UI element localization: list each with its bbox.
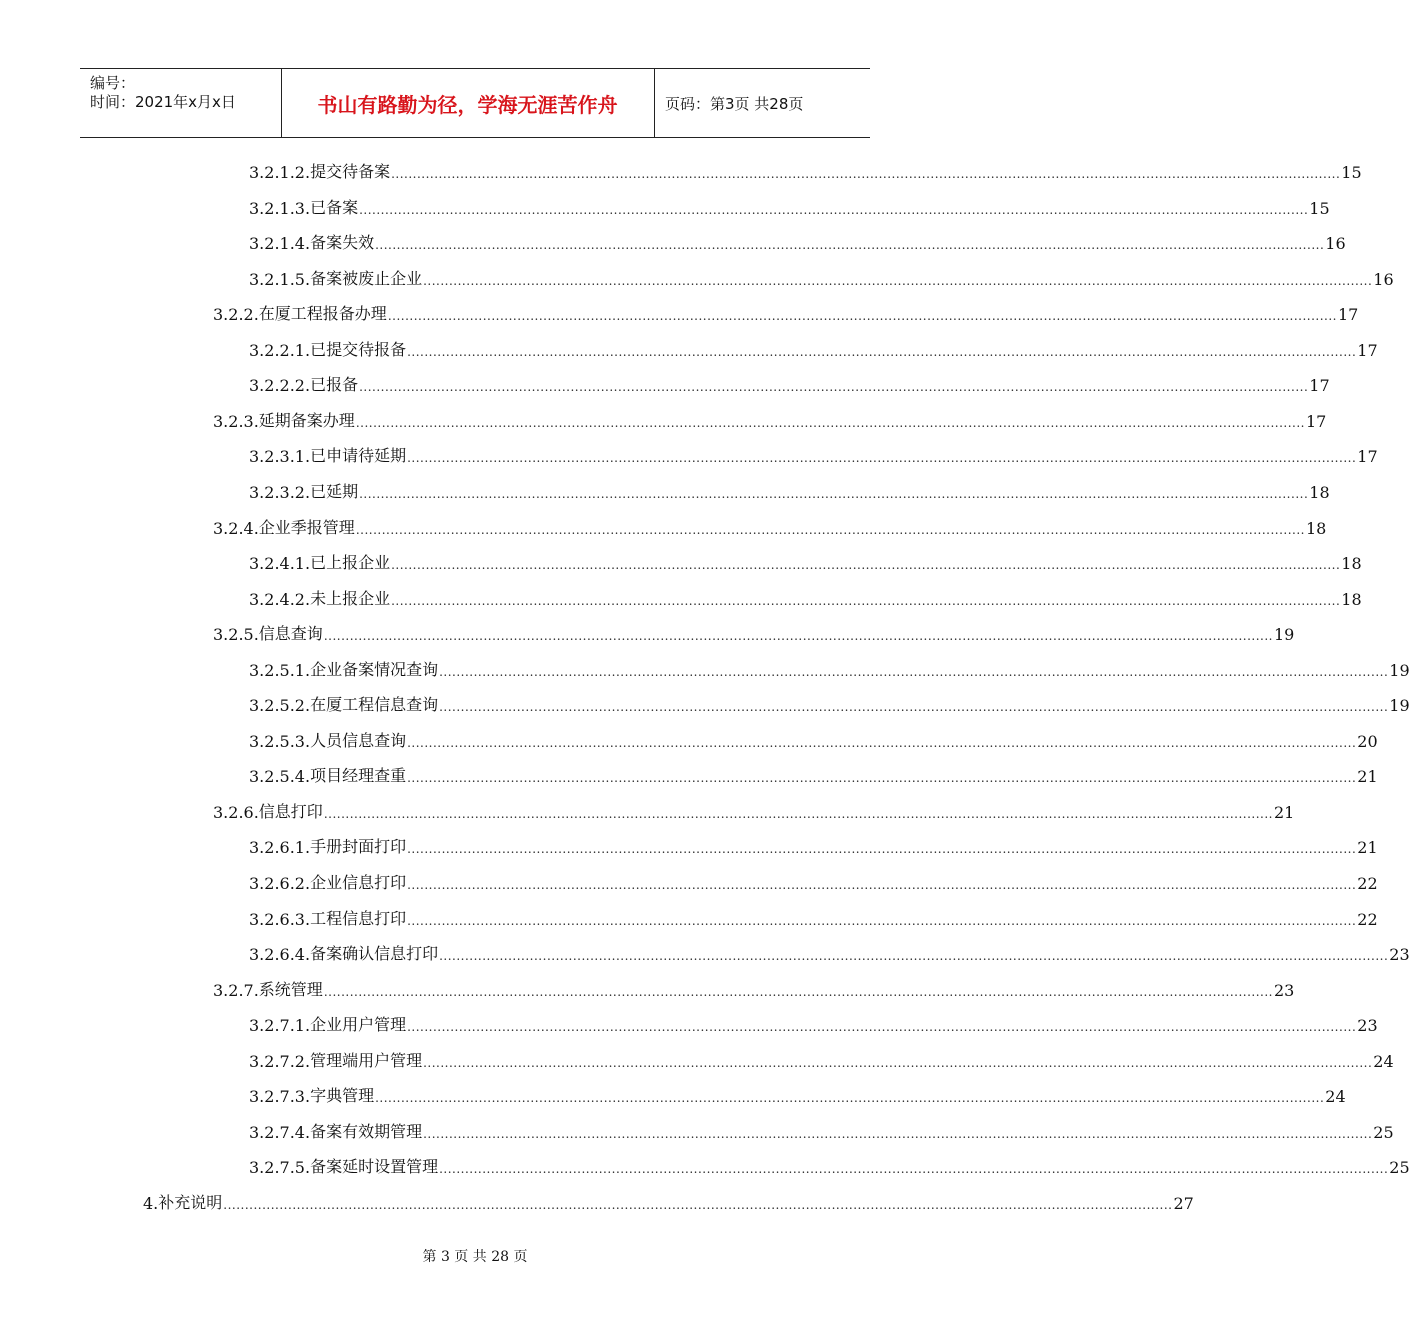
toc-entry-title: 人员信息查询 bbox=[310, 730, 407, 750]
toc-dot-leader: ............................................................................................................................................................................................................................ bbox=[391, 558, 1341, 573]
toc-dot-leader: ............................................................................................................................................................................................................................ bbox=[407, 344, 1357, 359]
toc-entry-page: 17 bbox=[1338, 305, 1359, 325]
toc-entry-page: 17 bbox=[1309, 376, 1330, 396]
toc-entry-page: 18 bbox=[1309, 482, 1330, 502]
toc-entry-number: 3.2.5.1. bbox=[249, 660, 311, 680]
toc-entry-title: 备案失效 bbox=[310, 233, 375, 253]
toc-dot-leader: ............................................................................................................................................................................................................................ bbox=[407, 735, 1357, 750]
toc-entry-title: 提交待备案 bbox=[310, 162, 391, 181]
toc-dot-leader: ............................................................................................................................................................................................................................ bbox=[407, 878, 1357, 892]
header-motto-cell bbox=[281, 69, 655, 137]
toc-dot-leader: ............................................................................................................................................................................................................................ bbox=[423, 1055, 1373, 1070]
toc-entry-page: 18 bbox=[1306, 518, 1327, 538]
toc-entry[interactable] bbox=[213, 409, 1327, 431]
toc-dot-leader: ............................................................................................................................................................................................................................ bbox=[439, 700, 1389, 715]
toc-entry-number: 3.2.5.4. bbox=[249, 767, 311, 787]
toc-dot-leader: ............................................................................................................................................................................................................................ bbox=[407, 1020, 1357, 1035]
toc-dot-leader: ............................................................................................................................................................................................................................ bbox=[407, 842, 1357, 857]
toc-entry[interactable] bbox=[249, 338, 1378, 360]
time-label: 时间：2021年x月x日 bbox=[90, 93, 236, 111]
toc-entry-title: 企业用户管理 bbox=[310, 1015, 407, 1035]
toc-dot-leader: ............................................................................................................................................................................................................................ bbox=[423, 273, 1373, 288]
toc-dot-leader: ............................................................................................................................................................................................................................ bbox=[323, 629, 1273, 644]
toc-entry[interactable] bbox=[249, 587, 1362, 609]
toc-entry[interactable] bbox=[249, 267, 1394, 289]
toc-entry-title: 备案有效期管理 bbox=[310, 1121, 423, 1141]
header-meta-cell bbox=[80, 69, 282, 137]
toc-entry[interactable] bbox=[249, 373, 1330, 396]
toc-entry-number: 3.2.1.4. bbox=[249, 234, 311, 254]
toc-dot-leader: ............................................................................................................................................................................................................................ bbox=[391, 167, 1341, 181]
toc-entry[interactable] bbox=[213, 302, 1359, 325]
page-footer: 第 3 页 共 28 页 bbox=[422, 1249, 528, 1265]
toc-entry-page: 17 bbox=[1357, 340, 1378, 360]
toc-entry[interactable] bbox=[249, 835, 1378, 858]
toc-entry[interactable] bbox=[249, 693, 1410, 716]
toc-entry-title: 未上报企业 bbox=[310, 588, 391, 608]
toc-entry-number: 3.2.6.1. bbox=[249, 838, 311, 858]
toc-dot-leader: ............................................................................................................................................................................................................................ bbox=[407, 451, 1357, 466]
toc-entry-title: 信息打印 bbox=[258, 801, 323, 821]
toc-entry[interactable] bbox=[249, 1084, 1346, 1107]
toc-entry-page: 16 bbox=[1373, 269, 1394, 289]
toc-dot-leader: ............................................................................................................................................................................................................................ bbox=[323, 984, 1273, 999]
toc-entry-page: 15 bbox=[1341, 163, 1362, 182]
toc-entry-title: 字典管理 bbox=[310, 1086, 375, 1106]
toc-entry-page: 17 bbox=[1306, 411, 1327, 431]
toc-entry[interactable] bbox=[249, 1155, 1410, 1178]
toc-entry[interactable] bbox=[249, 658, 1410, 680]
toc-dot-leader: ............................................................................................................................................................................................................................ bbox=[323, 806, 1273, 821]
toc-entry-title: 备案确认信息打印 bbox=[310, 944, 439, 964]
toc-entry-number: 3.2.2.2. bbox=[249, 376, 311, 396]
toc-entry-title: 手册封面打印 bbox=[310, 837, 407, 857]
toc-entry-number: 3.2.6.4. bbox=[249, 945, 311, 965]
toc-dot-leader: ............................................................................................................................................................................................................................ bbox=[359, 380, 1309, 395]
toc-entry-page: 21 bbox=[1357, 767, 1378, 787]
toc-entry-title: 管理端用户管理 bbox=[310, 1050, 423, 1070]
toc-entry[interactable] bbox=[249, 551, 1362, 574]
toc-entry[interactable] bbox=[249, 196, 1330, 218]
toc-entry[interactable] bbox=[249, 871, 1378, 893]
toc-entry[interactable] bbox=[249, 764, 1378, 787]
toc-dot-leader: ............................................................................................................................................................................................................................ bbox=[391, 593, 1341, 608]
toc-entry-number: 4. bbox=[143, 1193, 159, 1213]
toc-entry-page: 27 bbox=[1173, 1193, 1194, 1213]
toc-entry-page: 25 bbox=[1373, 1122, 1394, 1142]
toc-entry-title: 已备案 bbox=[310, 197, 359, 217]
toc-entry-title: 已提交待报备 bbox=[310, 339, 407, 359]
toc-dot-leader: ............................................................................................................................................................................................................................ bbox=[407, 771, 1357, 786]
toc-entry-page: 22 bbox=[1357, 874, 1378, 893]
toc-dot-leader: ............................................................................................................................................................................................................................ bbox=[439, 664, 1389, 679]
toc-dot-leader: ............................................................................................................................................................................................................................ bbox=[355, 522, 1305, 537]
toc-entry-number: 3.2.5.2. bbox=[249, 696, 311, 716]
toc-entry-number: 3.2.7. bbox=[213, 980, 259, 1000]
toc-entry-page: 23 bbox=[1274, 980, 1295, 1000]
toc-entry-number: 3.2.4.1. bbox=[249, 554, 311, 574]
toc-entry[interactable] bbox=[249, 942, 1410, 965]
toc-entry-title: 企业季报管理 bbox=[258, 517, 355, 537]
toc-entry-number: 3.2.7.2. bbox=[249, 1051, 311, 1071]
header-page-info: 页码：第3页 共28页 bbox=[665, 94, 804, 113]
toc-entry-page: 21 bbox=[1357, 838, 1378, 858]
toc-dot-leader: ............................................................................................................................................................................................................................ bbox=[223, 1197, 1173, 1212]
toc-entry-page: 17 bbox=[1357, 447, 1378, 467]
toc-dot-leader: ............................................................................................................................................................................................................................ bbox=[423, 1126, 1373, 1141]
toc-entry-title: 已申请待延期 bbox=[310, 446, 407, 466]
toc-entry-number: 3.2.6.2. bbox=[249, 874, 311, 893]
toc-entry-title: 备案延时设置管理 bbox=[310, 1157, 439, 1177]
toc-entry[interactable] bbox=[249, 231, 1346, 254]
toc-dot-leader: ............................................................................................................................................................................................................................ bbox=[355, 415, 1305, 430]
toc-entry-page: 19 bbox=[1274, 625, 1295, 645]
number-label: 编号： bbox=[90, 74, 136, 92]
toc-entry-title: 已延期 bbox=[310, 481, 359, 501]
toc-entry-number: 3.2.7.1. bbox=[249, 1016, 311, 1036]
toc-entry[interactable] bbox=[249, 480, 1330, 502]
toc-entry-title: 工程信息打印 bbox=[310, 908, 407, 928]
toc-entry-page: 20 bbox=[1357, 731, 1378, 751]
toc-entry-page: 19 bbox=[1389, 696, 1410, 716]
toc-entry-title: 在厦工程信息查询 bbox=[310, 695, 439, 715]
toc-dot-leader: ............................................................................................................................................................................................................................ bbox=[407, 913, 1357, 928]
toc-entry[interactable] bbox=[143, 1191, 1194, 1213]
toc-entry-title: 信息查询 bbox=[258, 624, 323, 644]
toc-entry[interactable] bbox=[249, 444, 1378, 467]
toc-entry-page: 23 bbox=[1357, 1016, 1378, 1036]
toc-entry-title: 项目经理查重 bbox=[310, 766, 407, 786]
toc-entry-number: 3.2.7.4. bbox=[249, 1122, 311, 1142]
toc-entry-number: 3.2.4.2. bbox=[249, 589, 311, 609]
toc-entry-title: 补充说明 bbox=[158, 1192, 223, 1212]
toc-entry-title: 已上报企业 bbox=[310, 553, 391, 573]
toc-entry-title: 已报备 bbox=[310, 375, 359, 395]
toc-entry-page: 22 bbox=[1357, 909, 1378, 929]
toc-entry-number: 3.2.4. bbox=[213, 518, 259, 538]
toc-entry-page: 19 bbox=[1389, 660, 1410, 680]
toc-entry-page: 15 bbox=[1309, 198, 1330, 218]
toc-entry[interactable] bbox=[249, 907, 1378, 929]
toc-entry[interactable] bbox=[249, 1013, 1378, 1036]
toc-entry-number: 3.2.5. bbox=[213, 625, 259, 645]
toc-entry-number: 3.2.3.1. bbox=[249, 447, 311, 467]
toc-entry-page: 24 bbox=[1325, 1087, 1346, 1107]
toc-entry-page: 18 bbox=[1341, 554, 1362, 574]
toc-entry-title: 备案被废止企业 bbox=[310, 268, 423, 288]
motto-text: 书山有路勤为径，学海无涯苦作舟 bbox=[317, 92, 618, 117]
page-header bbox=[80, 68, 870, 138]
toc-entry-page: 16 bbox=[1325, 234, 1346, 254]
toc-entry[interactable] bbox=[249, 1120, 1394, 1142]
toc-entry[interactable] bbox=[213, 622, 1295, 645]
toc-dot-leader: ............................................................................................................................................................................................................................ bbox=[439, 1162, 1389, 1177]
toc-entry[interactable] bbox=[213, 978, 1295, 1000]
toc-dot-leader: ............................................................................................................................................................................................................................ bbox=[375, 1091, 1325, 1106]
toc-entry-page: 23 bbox=[1389, 945, 1410, 965]
toc-entry-number: 3.2.1.5. bbox=[249, 269, 311, 289]
toc-entry-number: 3.2.7.5. bbox=[249, 1158, 311, 1178]
toc-entry-title: 延期备案办理 bbox=[258, 410, 355, 430]
toc-entry-number: 3.2.6. bbox=[213, 802, 259, 822]
toc-entry-number: 3.2.2.1. bbox=[249, 340, 311, 360]
toc-entry[interactable] bbox=[249, 160, 1362, 182]
toc-entry-title: 在厦工程报备办理 bbox=[258, 304, 387, 324]
toc-entry[interactable] bbox=[249, 729, 1378, 751]
toc-dot-leader: ............................................................................................................................................................................................................................ bbox=[387, 309, 1337, 324]
toc-entry-page: 21 bbox=[1274, 802, 1295, 822]
toc-entry[interactable] bbox=[213, 516, 1327, 538]
toc-entry-page: 24 bbox=[1373, 1051, 1394, 1071]
toc-entry-number: 3.2.2. bbox=[213, 305, 259, 325]
toc-entry[interactable] bbox=[249, 1049, 1394, 1071]
toc-dot-leader: ............................................................................................................................................................................................................................ bbox=[359, 202, 1309, 217]
toc-entry-page: 18 bbox=[1341, 589, 1362, 609]
toc-entry-number: 3.2.1.2. bbox=[249, 163, 311, 182]
toc-dot-leader: ............................................................................................................................................................................................................................ bbox=[359, 486, 1309, 501]
toc-entry-number: 3.2.6.3. bbox=[249, 909, 311, 929]
toc-entry-number: 3.2.3.2. bbox=[249, 482, 311, 502]
toc-entry-number: 3.2.3. bbox=[213, 411, 259, 431]
toc-entry-title: 企业信息打印 bbox=[310, 873, 407, 892]
toc-entry-number: 3.2.5.3. bbox=[249, 731, 311, 751]
toc-entry[interactable] bbox=[213, 800, 1295, 822]
toc-dot-leader: ............................................................................................................................................................................................................................ bbox=[439, 949, 1389, 964]
toc-entry-title: 企业备案情况查询 bbox=[310, 659, 439, 679]
toc-entry-page: 25 bbox=[1389, 1158, 1410, 1178]
toc-dot-leader: ............................................................................................................................................................................................................................ bbox=[375, 238, 1325, 253]
toc-entry-title: 系统管理 bbox=[258, 979, 323, 999]
toc-entry-number: 3.2.7.3. bbox=[249, 1087, 311, 1107]
toc-entry-number: 3.2.1.3. bbox=[249, 198, 311, 218]
